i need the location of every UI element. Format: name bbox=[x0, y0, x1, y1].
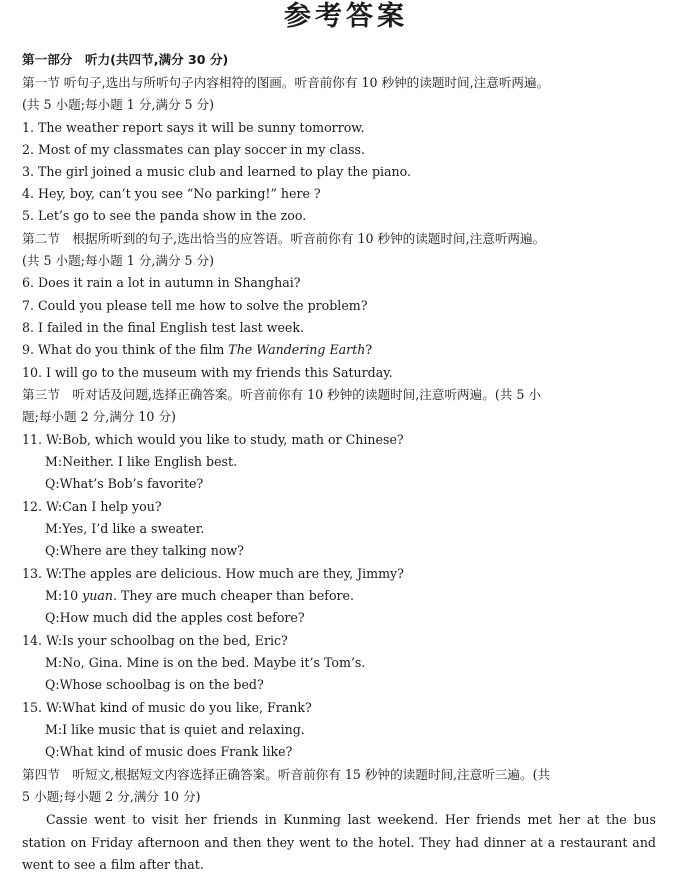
list-item: M:No, Gina. Mine is on the bed. Maybe it’s Tom’s. bbox=[45, 655, 366, 670]
part1-heading: 第一部分 听力(共四节,满分 30 分) bbox=[22, 52, 229, 67]
item13-answer: M:10 bbox=[45, 588, 83, 603]
section2-instruction: 第二节 根据所听到的句子,选出恰当的应答语。听音前你有 10 秒钟的读题时间,注意听两遍。 bbox=[22, 231, 546, 246]
list-item: Q:Whose schoolbag is on the bed? bbox=[45, 677, 264, 692]
list-item: 2. Most of my classmates can play soccer in my class. bbox=[22, 142, 366, 157]
list-item: 11. W:Bob, which would you like to study, math or Chinese? bbox=[22, 432, 404, 447]
yuan-word: yuan bbox=[82, 588, 114, 603]
list-item: 8. I failed in the final English test last week. bbox=[22, 320, 304, 335]
list-item: 13. W:The apples are delicious. How much are they, Jimmy? bbox=[22, 566, 404, 581]
list-item: 7. Could you please tell me how to solve the problem? bbox=[22, 298, 368, 313]
list-item: 14. W:Is your schoolbag on the bed, Eric? bbox=[22, 633, 288, 648]
film-title: The Wandering Earth bbox=[228, 342, 366, 357]
section3-scoring: 题;每小题 2 分,满分 10 分) bbox=[22, 409, 176, 424]
list-item: M:I like music that is quiet and relaxing. bbox=[45, 722, 305, 737]
list-item: Q:What kind of music does Frank like? bbox=[45, 744, 293, 759]
list-item: Q:How much did the apples cost before? bbox=[45, 610, 305, 625]
list-item: M:Neither. I like English best. bbox=[45, 454, 238, 469]
list-item: M:Yes, I’d like a sweater. bbox=[45, 521, 205, 536]
list-item: 1. The weather report says it will be sunny tomorrow. bbox=[22, 120, 365, 135]
list-item: 12. W:Can I help you? bbox=[22, 499, 162, 514]
section2-scoring: (共 5 小题;每小题 1 分,满分 5 分) bbox=[22, 253, 215, 268]
section1-scoring: (共 5 小题;每小题 1 分,满分 5 分) bbox=[22, 97, 215, 112]
section4-instruction: 第四节 听短文,根据短文内容选择正确答案。听音前你有 15 秒钟的读题时间,注意听三遍。(共 bbox=[22, 767, 551, 782]
section3-instruction: 第三节 听对话及问题,选择正确答案。听音前你有 10 秒钟的读题时间,注意听两遍。(共 5 小 bbox=[22, 387, 541, 402]
list-item bbox=[22, 339, 672, 361]
section4-scoring: 5 小题;每小题 2 分,满分 10 分) bbox=[22, 789, 201, 804]
list-item: 5. Let’s go to see the panda show in the zoo. bbox=[22, 208, 307, 223]
list-item: 10. I will go to the museum with my friends this Saturday. bbox=[22, 365, 393, 380]
list-item: 15. W:What kind of music do you like, Frank? bbox=[22, 700, 312, 715]
item9-end: ? bbox=[365, 342, 373, 357]
list-item: 4. Hey, boy, can’t you see “No parking!” here ? bbox=[22, 186, 321, 201]
section1-instruction: 第一节 听句子,选出与所听句子内容相符的图画。听音前你有 10 秒钟的读题时间,注意听两遍。 bbox=[22, 75, 550, 90]
list-item: Q:Where are they talking now? bbox=[45, 543, 244, 558]
item9-text: 9. What do you think of the film bbox=[22, 342, 229, 357]
list-item: Q:What’s Bob’s favorite? bbox=[45, 476, 204, 491]
page-title: 参考答案 bbox=[284, 1, 408, 32]
listening-passage: Cassie went to visit her friends in Kunming last weekend. Her friends met her at the bus station on Friday afternoon and then they went to the hotel. They had dinner at a restaurant and went to see a film after that. bbox=[22, 812, 656, 872]
item13-answer-end: . They are much cheaper than before. bbox=[113, 588, 355, 603]
list-item bbox=[45, 585, 692, 607]
list-item: 6. Does it rain a lot in autumn in Shanghai? bbox=[22, 275, 301, 290]
list-item: 3. The girl joined a music club and learned to play the piano. bbox=[22, 164, 412, 179]
